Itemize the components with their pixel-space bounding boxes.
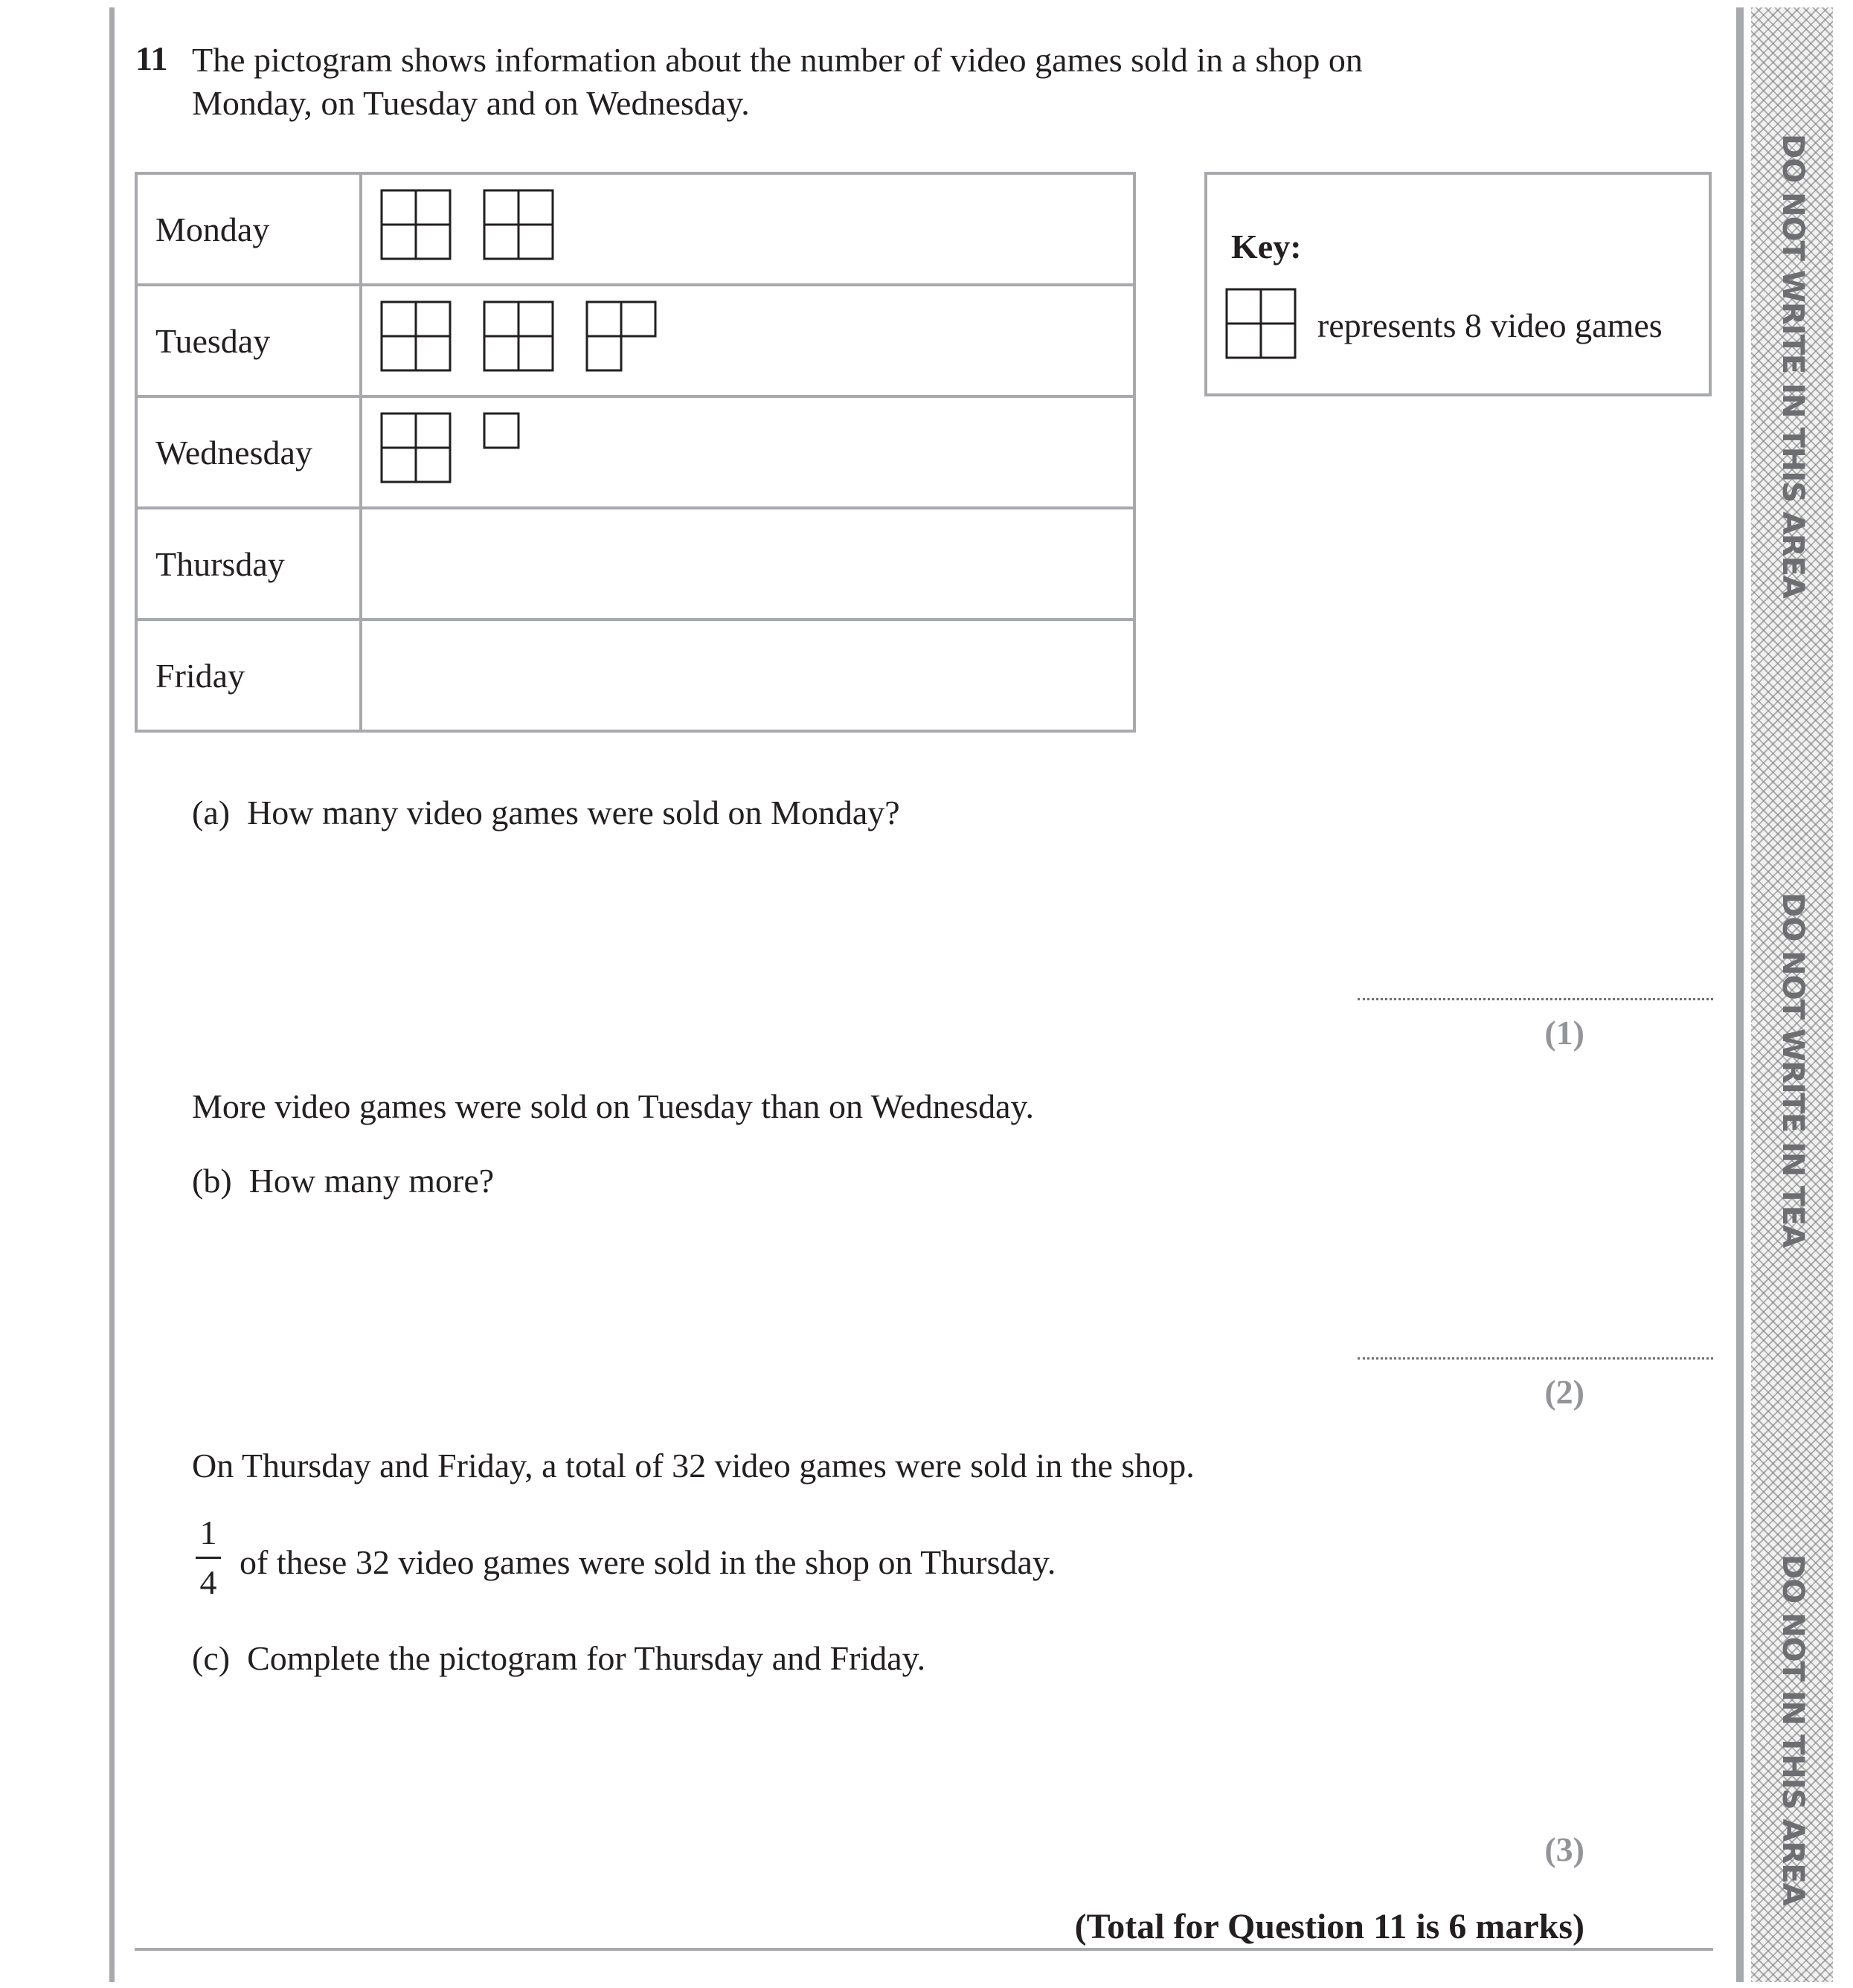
pictogram-symbol-icon xyxy=(483,189,551,257)
left-margin-rule xyxy=(109,7,115,1982)
part-b-text: How many more? xyxy=(248,1162,495,1200)
part-a-label: (a) xyxy=(192,794,231,831)
pictogram-symbols-cell xyxy=(361,285,1134,396)
key-title: Key: xyxy=(1231,228,1302,266)
key-box xyxy=(1204,172,1712,396)
marks-a: (1) xyxy=(1544,1014,1584,1052)
statement-b: More video games were sold on Tuesday than on Wednesday. xyxy=(192,1087,1035,1125)
pictogram-row-friday xyxy=(136,620,1134,731)
bottom-rule xyxy=(135,1948,1713,1951)
pictogram-symbol-icon xyxy=(483,300,551,369)
fraction-bar xyxy=(196,1557,221,1559)
question-number: 11 xyxy=(135,39,168,77)
statement-c2: of these 32 video games were sold in the shop on Thursday. xyxy=(240,1543,1056,1581)
marks-b: (2) xyxy=(1544,1373,1584,1411)
question-total: (Total for Question 11 is 6 marks) xyxy=(1074,1907,1584,1946)
answer-line-b[interactable] xyxy=(1358,1357,1713,1360)
part-b-question xyxy=(192,1159,494,1203)
pictogram-table xyxy=(135,172,1136,733)
fraction-denominator: 4 xyxy=(199,1563,217,1601)
part-b-label: (b) xyxy=(192,1162,232,1200)
key-symbol-icon xyxy=(1225,288,1297,359)
pictogram-row-thursday xyxy=(136,508,1134,620)
pictogram-symbol-icon xyxy=(483,412,551,480)
pictogram-symbol-icon xyxy=(380,412,449,480)
question-intro-line-1: The pictogram shows information about the number of video games sold in a shop on xyxy=(192,41,1363,79)
pictogram-row-wednesday xyxy=(136,396,1134,508)
statement-c1: On Thursday and Friday, a total of 32 video games were sold in the shop. xyxy=(192,1447,1195,1484)
margin-warning-3: DO NOT IN THIS AREA xyxy=(1776,1554,1810,1905)
part-a-text: How many video games were sold on Monday? xyxy=(247,794,900,831)
marks-c: (3) xyxy=(1544,1830,1584,1868)
right-margin-rule xyxy=(1736,7,1744,1982)
pictogram-symbol-icon xyxy=(380,300,449,369)
pictogram-symbols-cell[interactable] xyxy=(361,508,1134,620)
pictogram-row-tuesday xyxy=(136,285,1134,396)
margin-warning-2: DO NOT WRITE IN TEA xyxy=(1776,892,1810,1248)
part-a-question xyxy=(192,791,900,834)
answer-line-a[interactable] xyxy=(1358,998,1713,1000)
pictogram-symbol-icon xyxy=(380,189,449,257)
question-intro-line-2: Monday, on Tuesday and on Wednesday. xyxy=(192,84,750,122)
question-intro xyxy=(192,39,1531,125)
pictogram-symbols-cell xyxy=(361,396,1134,508)
margin-warning-1: DO NOT WRITE IN THIS AREA xyxy=(1776,134,1810,598)
pictogram-symbols-cell xyxy=(361,173,1134,285)
fraction-one-quarter xyxy=(192,1513,225,1602)
pictogram-day-label: Wednesday xyxy=(136,396,361,508)
part-c-text: Complete the pictogram for Thursday and Friday. xyxy=(247,1639,926,1677)
pictogram-day-label: Thursday xyxy=(136,508,361,620)
key-text: represents 8 video games xyxy=(1317,306,1663,344)
pictogram-symbols-cell[interactable] xyxy=(361,620,1134,731)
fraction-numerator: 1 xyxy=(199,1513,217,1551)
pictogram-symbol-icon xyxy=(585,300,654,369)
part-c-label: (c) xyxy=(192,1639,231,1677)
part-c-question xyxy=(192,1637,925,1680)
pictogram-day-label: Monday xyxy=(136,173,361,285)
pictogram-day-label: Friday xyxy=(136,620,361,731)
pictogram-row-monday xyxy=(136,173,1134,285)
pictogram-day-label: Tuesday xyxy=(136,285,361,396)
